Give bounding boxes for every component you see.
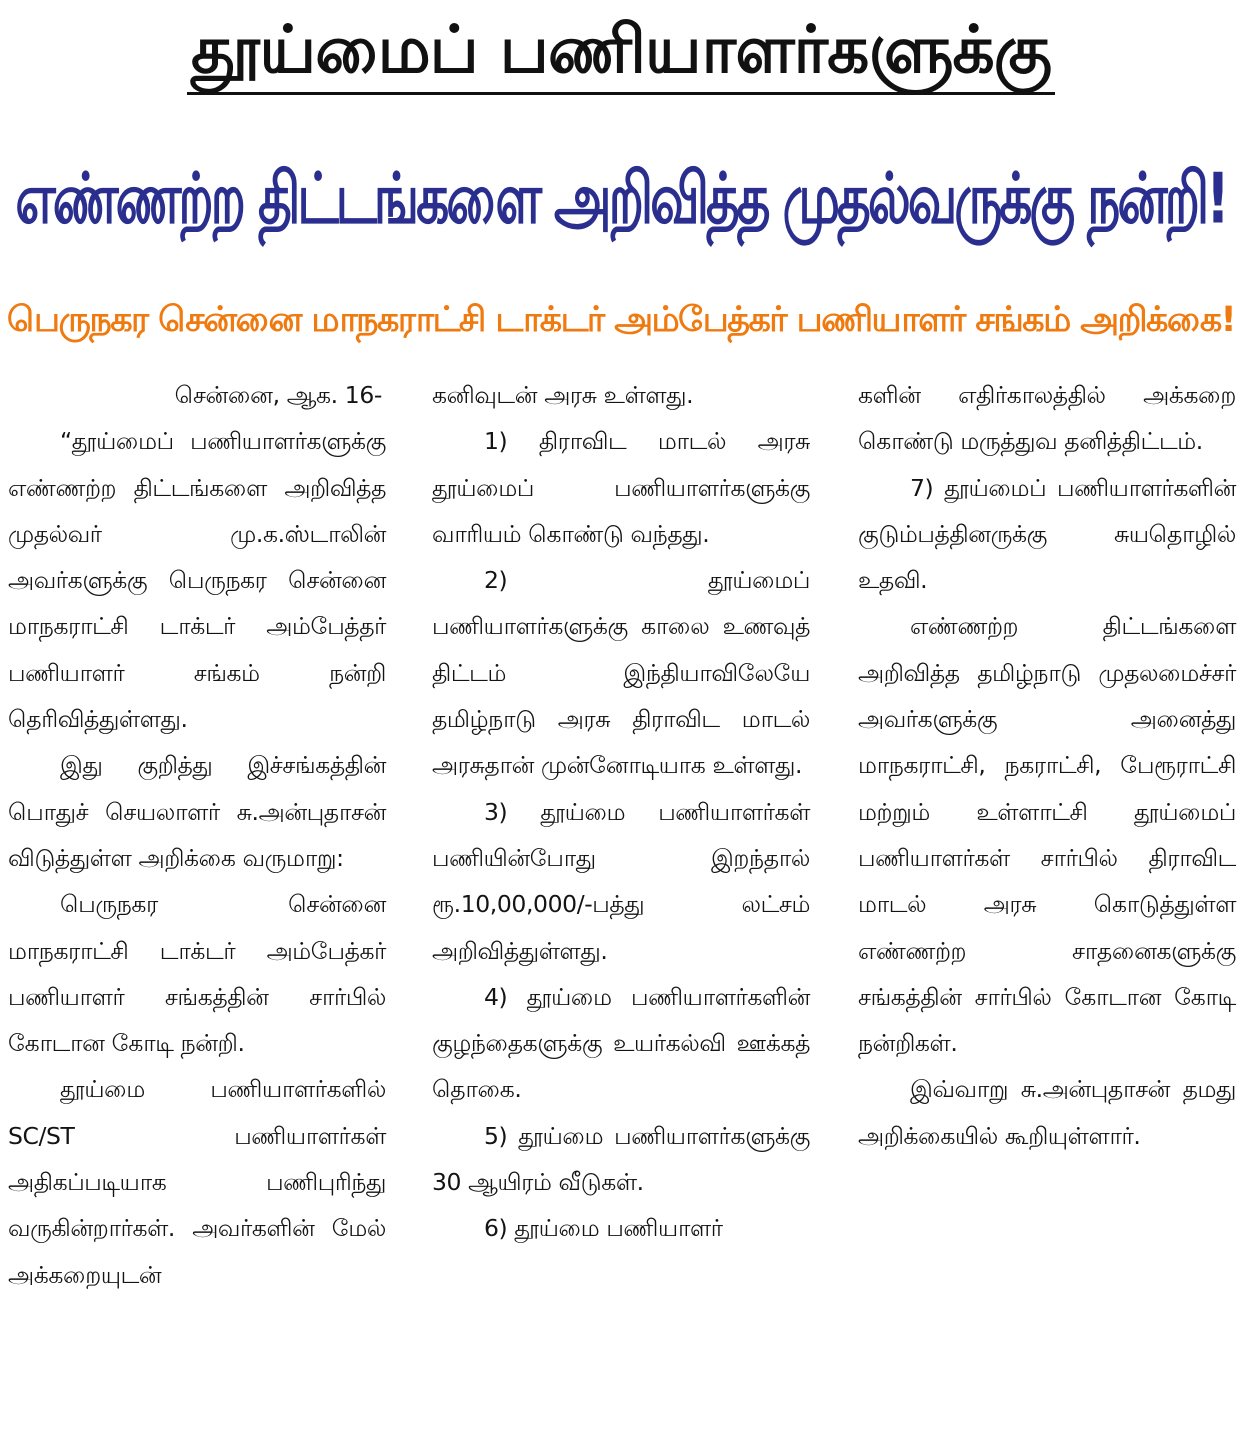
column-3 [858,372,1236,1159]
column-2 [432,372,810,1252]
paragraph: எண்ணற்ற திட்டங்களை அறிவித்த தமிழ்நாடு முதலமைச்சர் அவர்களுக்கு அனைத்து மாநகராட்சி, நகராட்சி, பேரூராட்சி மற்றும் உள்ளாட்சி தூய்மைப் பணியாளர்கள் சார்பில் திராவிட மாடல் அரசு கொடுத்துள்ள எண்ணற்ற சாதனைகளுக்கு சங்கத்தின் சார்பில் கோடான கோடி நன்றிகள். [858,612,1236,1058]
paragraph: இது குறித்து இச்சங்கத்தின் பொதுச் செயலாளர் சு.அன்புதாசன் விடுத்துள்ள அறிக்கை வருமாறு: [8,751,386,872]
kicker-wrap [0,8,1242,95]
paragraph: “தூய்மைப் பணியாளர்களுக்கு எண்ணற்ற திட்டங்களை அறிவித்த முதல்வர் மு.க.ஸ்டாலின் அவர்களுக்கு பெருநகர சென்னை மாநகராட்சி டாக்டர் அம்பேத்தர் பணியாளர் சங்கம் நன்றி தெரிவித்துள்ளது. [8,427,386,734]
column-1 [8,372,386,1298]
paragraph: கனிவுடன் அரசு உள்ளது. [432,381,694,409]
list-item: 7) தூய்மைப் பணியாளர்களின் குடும்பத்தினருக்கு சுயதொழில் உதவி. [858,473,1236,595]
article-body [0,372,1242,1438]
list-item: 5) தூய்மை பணியாளர்களுக்கு 30 ஆயிரம் வீடுகள். [432,1121,810,1197]
headline: எண்ணற்ற திட்டங்களை அறிவித்த முதல்வருக்கு நன்றி! [15,159,1227,241]
list-item: 3) தூய்மை பணியாளர்கள் பணியின்போது இறந்தால் ரூ.10,00,000/-பத்து லட்சம் அறிவித்துள்ளது. [432,797,810,965]
paragraph: தூய்மை பணியாளர்களில் SC/ST பணியாளர்கள் அதிகப்படியாக பணிபுரிந்து வருகின்றார்கள். அவர்களின் மேல் அக்கறையுடன் [8,1075,386,1289]
list-item: 4) தூய்மை பணியாளர்களின் குழந்தைகளுக்கு உயர்கல்வி ஊக்கத் தொகை. [432,982,810,1104]
kicker-title: தூய்மைப் பணியாளர்களுக்கு [187,8,1055,95]
dateline: சென்னை, ஆக. 16- [174,381,382,409]
list-item: 6) தூய்மை பணியாளர் [484,1214,723,1243]
paragraph: களின் எதிர்காலத்தில் அக்கறை கொண்டு மருத்துவ தனித்திட்டம். [858,381,1236,456]
paragraph: இவ்வாறு சு.அன்புதாசன் தமது அறிக்கையில் கூறியுள்ளார். [858,1075,1236,1150]
list-item: 2) தூய்மைப் பணியாளர்களுக்கு காலை உணவுத் திட்டம் இந்தியாவிலேயே தமிழ்நாடு அரசு திராவிட மாடல் அரசுதான் முன்னோடியாக உள்ளது. [432,566,810,780]
paragraph: பெருநகர சென்னை மாநகராட்சி டாக்டர் அம்பேத்கர் பணியாளர் சங்கத்தின் சார்பில் கோடான கோடி நன்றி. [8,890,386,1058]
subheadline: பெருநகர சென்னை மாநகராட்சி டாக்டர் அம்பேத்கர் பணியாளர் சங்கம் அறிக்கை! [6,300,1236,340]
list-item: 1) திராவிட மாடல் அரசு தூய்மைப் பணியாளர்களுக்கு வாரியம் கொண்டு வந்தது. [432,427,810,548]
